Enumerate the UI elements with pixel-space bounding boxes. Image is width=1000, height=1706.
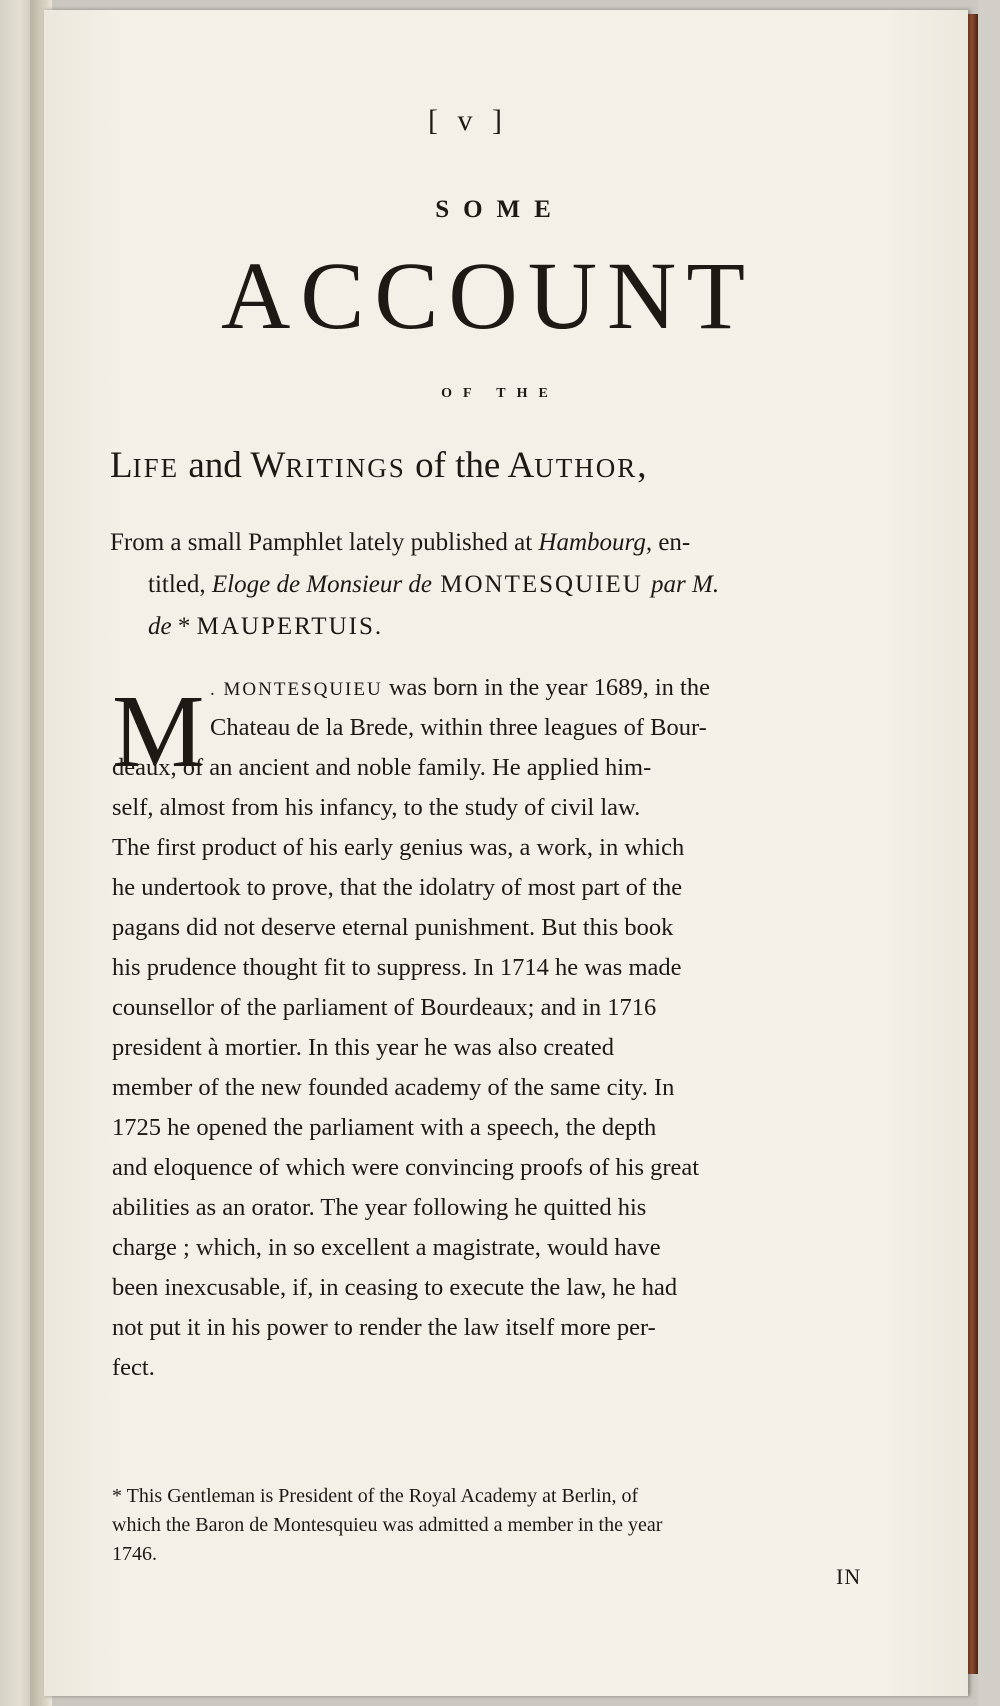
heading-life-initial: L — [110, 445, 133, 486]
subtitle-source — [110, 522, 875, 648]
body-line: and eloquence of which were convincing proofs of his great — [112, 1154, 700, 1181]
subtitle-hambourg: Hambourg, — [538, 529, 653, 556]
body-line: member of the new founded academy of the same city. In — [112, 1074, 675, 1101]
subtitle-maupertuis: MAUPERTUIS. — [196, 613, 384, 640]
body-line: Chateau de la Brede, within three leagues of Bour- — [210, 714, 707, 741]
book-fore-edge — [968, 14, 978, 1674]
body-line: fect. — [112, 1354, 155, 1381]
footnote-line: * This Gentleman is President of the Royal Academy at Berlin, of — [112, 1485, 639, 1507]
body-line: been inexcusable, if, in ceasing to execute the law, he had — [112, 1274, 678, 1301]
body-line: The first product of his early genius was, a work, in which — [112, 834, 685, 861]
heading-life-rest: IFE — [132, 453, 180, 483]
body-line: . MONTESQUIEU was born in the year 1689, in the — [210, 674, 710, 701]
body-line: deaux, of an ancient and noble family. He applied him- — [112, 754, 652, 781]
heading-account: ACCOUNT — [220, 242, 755, 349]
footnote-line: which the Baron de Montesquieu was admitted a member in the year — [112, 1514, 663, 1536]
subtitle-par: par M. — [651, 571, 720, 598]
subtitle-montesquieu: MONTESQUIEU — [431, 571, 652, 598]
body-line: abilities as an orator. The year following he quitted his — [112, 1194, 647, 1221]
footnote — [112, 1482, 877, 1569]
subtitle-star: * — [171, 613, 197, 640]
body-montesquieu-smallcaps: . MONTESQUIEU — [210, 679, 383, 700]
subtitle-de: de — [148, 613, 172, 640]
heading-comma: , — [637, 445, 647, 486]
heading-some: SOME — [435, 196, 565, 223]
body-line: self, almost from his infancy, to the study of civil law. — [112, 794, 641, 821]
subtitle-line2 — [110, 564, 875, 606]
scan-background — [978, 0, 1000, 1706]
body-line: 1725 he opened the parliament with a speech, the depth — [112, 1114, 657, 1141]
heading-author-rest: UTHOR — [534, 453, 638, 483]
heading-life-and-writings — [110, 446, 875, 487]
subtitle-line3 — [110, 606, 875, 648]
heading-of-the: OF THE — [441, 386, 559, 401]
body-line: charge ; which, in so excellent a magistrate, would have — [112, 1234, 661, 1261]
heading-writings-rest: RITINGS — [285, 453, 406, 483]
page-number: [ v ] — [428, 104, 508, 137]
body-line: president à mortier. In this year he was also created — [112, 1034, 615, 1061]
footnote-line: 1746. — [112, 1543, 157, 1565]
body-line: he undertook to prove, that the idolatry of most part of the — [112, 874, 683, 901]
body-line: not put it in his power to render the law itself more per- — [112, 1314, 656, 1341]
heading-of-the-lower: of the — [405, 445, 508, 486]
drop-cap: M — [112, 674, 205, 789]
subtitle-titled: titled, — [148, 571, 212, 598]
heading-author-initial: A — [507, 445, 535, 486]
body-line: pagans did not deserve eternal punishment. But this book — [112, 914, 674, 941]
catchword: IN — [836, 1564, 862, 1589]
subtitle-line1: From a small Pamphlet lately published at — [110, 529, 539, 556]
heading-and: and — [179, 445, 251, 486]
body-line: counsellor of the parliament of Bourdeaux; and in 1716 — [112, 994, 657, 1021]
subtitle-line1-end: en- — [652, 529, 691, 556]
heading-writings-initial: W — [250, 445, 286, 486]
body-line: his prudence thought fit to suppress. In 1714 he was made — [112, 954, 682, 981]
subtitle-eloge: Eloge de Monsieur de — [211, 571, 432, 598]
